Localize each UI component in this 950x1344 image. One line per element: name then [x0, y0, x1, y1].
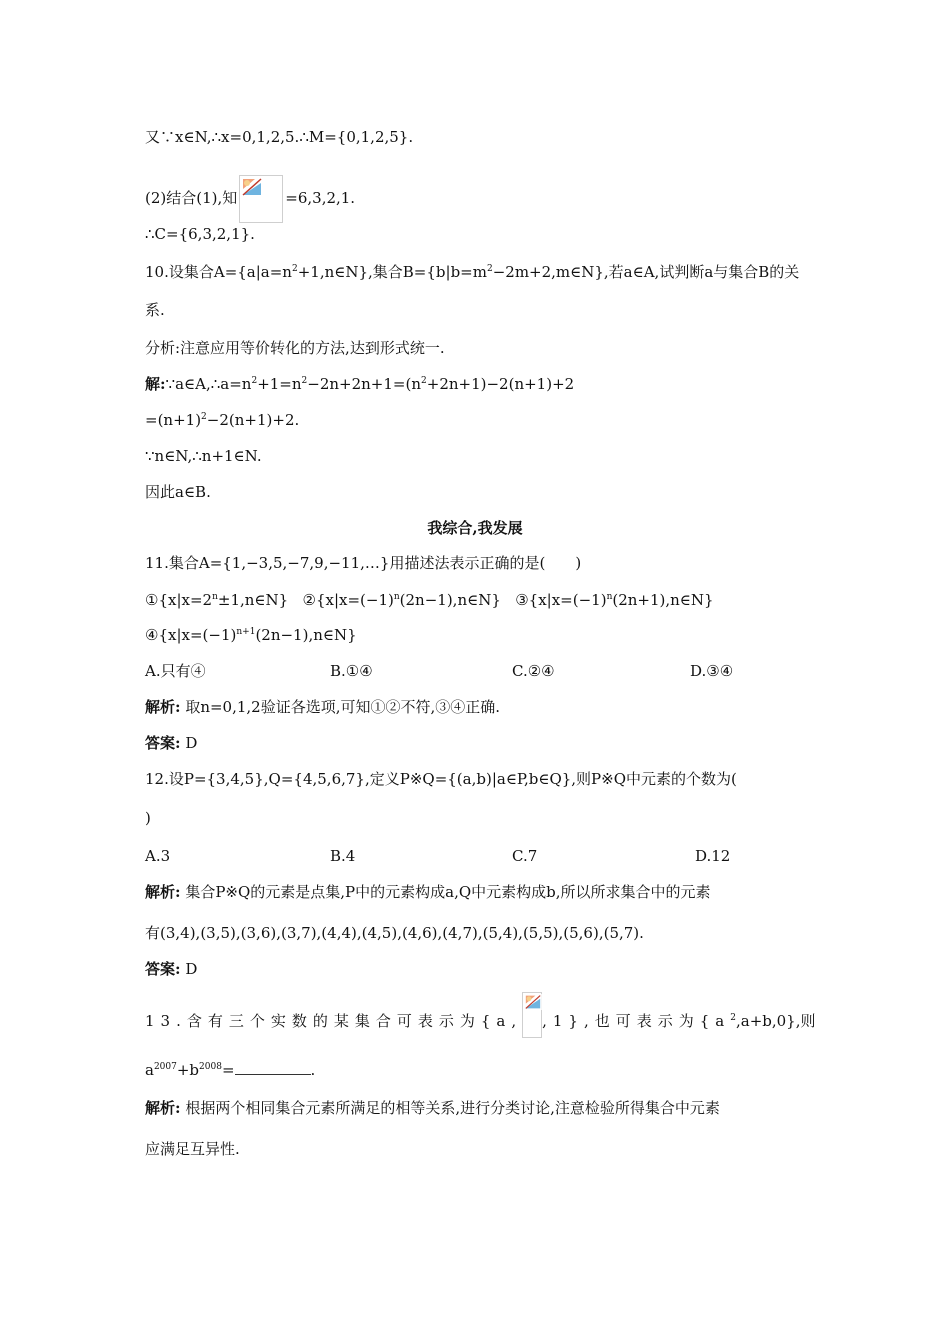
solution-line-3: ∵n∈N,∴n+1∈N. [145, 447, 262, 465]
q11-choice-d: D.③④ [690, 662, 734, 680]
broken-image-icon [522, 992, 542, 1038]
question-13-cont: $a^{2007}+b^{2008}=$ . [145, 1061, 316, 1079]
answer-blank[interactable] [235, 1060, 311, 1075]
q12-choice-d: D.12 [695, 847, 731, 865]
question-12-cont: ) [145, 809, 151, 827]
line-3: ∴C={6,3,2,1}. [145, 225, 255, 243]
question-10: 10.设集合$A=\{a|a=n^2+1,n\in N\}$,集合$B=\{b|b=m^2-2m+2,m\in N\}$,若a∈A,试判断a与集合B的关 [145, 263, 800, 281]
q12-answer: 答案: D [145, 960, 198, 978]
solution-line-4: 因此a∈B. [145, 483, 211, 501]
q12-explanation-1: 解析: 集合P※Q的元素是点集,P中的元素构成a,Q中元素构成b,所以所求集合中的元素 [145, 883, 711, 901]
solution-line-1: 解$:\because a\in A,\therefore a=n^2+1=n^2-2n+2n+1=(n^2+2n+1)-2(n+1)+2$ [145, 375, 575, 393]
q12-choice-c: C.7 [512, 847, 538, 865]
q11-choice-a: A.只有④ [145, 662, 206, 680]
analysis: 分析:注意应用等价转化的方法,达到形式统一. [145, 339, 445, 357]
section-heading: 我综合,我发展 [427, 519, 523, 537]
question-11-options-row1: $①\{x|x=2^n\pm 1,n\in N\}$ $②\{x|x=(-1)^n(2n-1),n\in N\}$ $③\{x|x=(-1)^n(2n+1),n\in N\}$ [145, 591, 714, 609]
q11-choice-b: B.①④ [330, 662, 373, 680]
q12-explanation-2: 有(3,4),(3,5),(3,6),(3,7),(4,4),(4,5),(4,6),(4,7),(5,4),(5,5),(5,6),(5,7). [145, 924, 644, 942]
broken-image-icon [239, 175, 283, 223]
question-10-cont: 系. [145, 301, 165, 319]
line-1: 又∵x∈N,∴x=0,1,2,5.∴M={0,1,2,5}. [145, 128, 414, 146]
solution-line-2: $=(n+1)^2-2(n+1)+2$. [145, 411, 300, 429]
q11-answer: 答案: D [145, 734, 198, 752]
line-2 [145, 175, 355, 223]
question-11: 11.集合A={1,−3,5,−7,9,−11,…}用描述法表示正确的是( ) [145, 554, 582, 572]
q11-choice-c: C.②④ [512, 662, 555, 680]
question-13: 13.含有三个实数的某集合可表示为{a, ,1},也可表示为$\{a^2,a+b,0\}$,则 [145, 1006, 816, 1038]
question-12: 12.设P={3,4,5},Q={4,5,6,7},定义P※Q={(a,b)|a∈P,b∈Q},则P※Q中元素的个数为( [145, 770, 737, 788]
q11-explanation: 解析: 取n=0,1,2验证各选项,可知①②不符,③④正确. [145, 698, 501, 716]
line-2-text: (2)结合(1),知 [145, 189, 238, 207]
q13-explanation-1: 解析: 根据两个相同集合元素所满足的相等关系,进行分类讨论,注意检验所得集合中元素 [145, 1099, 720, 1117]
q12-choice-a: A.3 [145, 847, 171, 865]
line-2-value: =6,3,2,1. [285, 189, 356, 207]
question-11-options-row2: $④\{x|x=(-1)^{n+1}(2n-1),n\in N\}$ [145, 626, 357, 644]
q13-explanation-2: 应满足互异性. [145, 1140, 240, 1158]
q12-choice-b: B.4 [330, 847, 356, 865]
